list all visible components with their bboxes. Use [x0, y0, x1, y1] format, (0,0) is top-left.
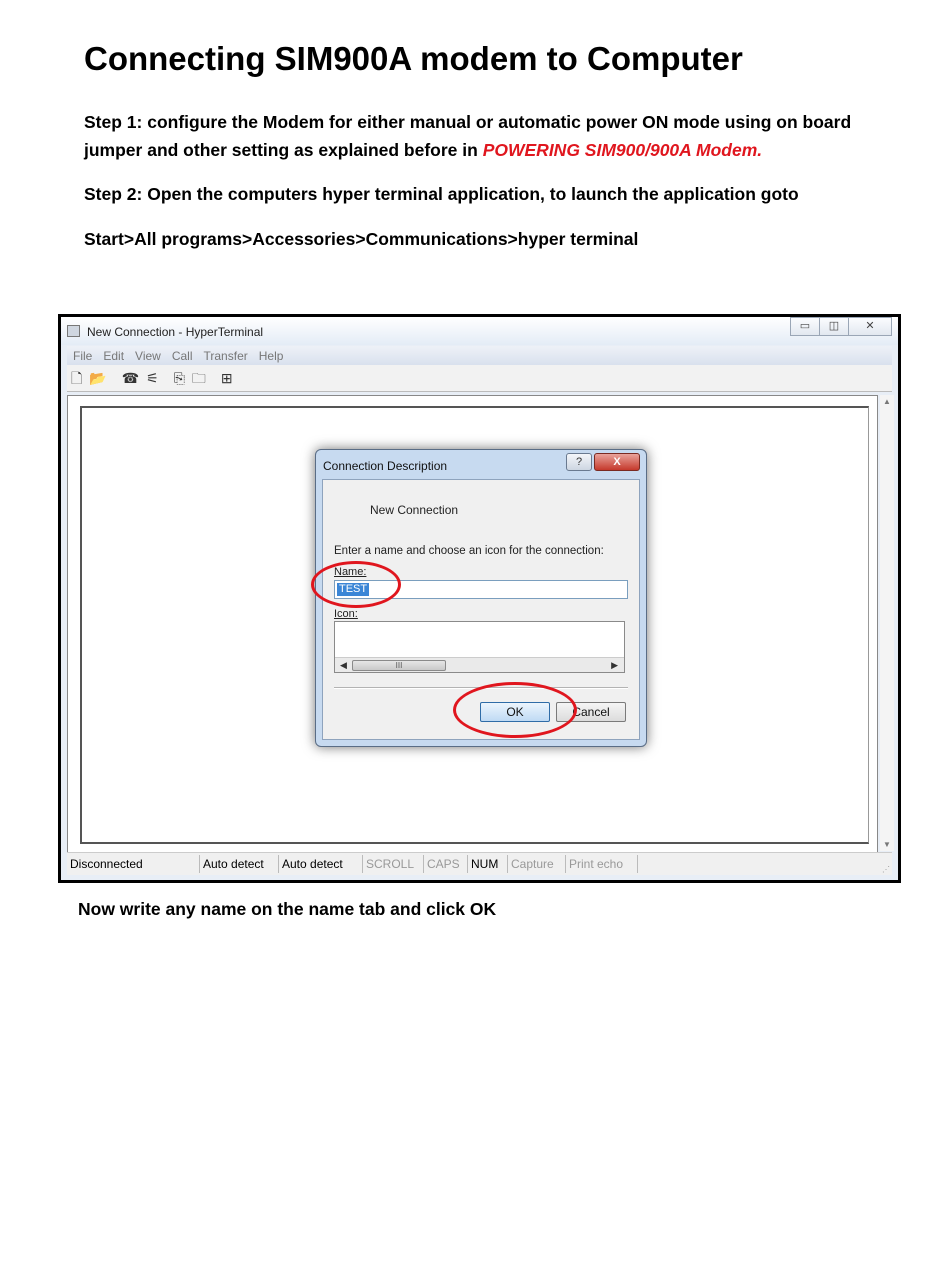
status-scroll: SCROLL [363, 855, 424, 873]
dialog-body [322, 479, 640, 740]
menu-edit[interactable]: Edit [103, 348, 125, 363]
dialog-close-button[interactable]: X [594, 453, 640, 471]
send-icon[interactable]: ⎘ [173, 370, 185, 386]
icon-list-scrollbar[interactable] [335, 657, 624, 672]
caption-text: Now write any name on the name tab and click OK [78, 899, 497, 919]
dialog-separator [334, 687, 628, 689]
scroll-down-icon[interactable]: ▼ [883, 840, 891, 849]
document-title: Connecting SIM900A modem to Computer [84, 40, 743, 77]
scroll-left-icon[interactable]: ◀ [340, 660, 347, 670]
step1-text-line2: jumper and other setting as explained before in [84, 140, 483, 160]
new-document-icon[interactable]: 🗋 [71, 370, 83, 386]
window-title: New Connection - HyperTerminal [87, 325, 264, 339]
icon-label: Icon: [334, 608, 358, 620]
scroll-right-icon[interactable]: ▶ [611, 660, 618, 670]
minimize-button[interactable]: ▭ [790, 317, 820, 336]
name-input[interactable] [334, 580, 628, 599]
toolbar [67, 365, 892, 392]
close-button[interactable]: ✕ [848, 317, 892, 336]
status-num: NUM [468, 855, 508, 873]
cancel-button[interactable]: Cancel [556, 702, 626, 722]
phone-disconnect-icon[interactable]: ⚟ [146, 370, 159, 386]
maximize-button[interactable]: ◫ [819, 317, 849, 336]
ok-button[interactable]: OK [480, 702, 550, 722]
hyperterminal-app-icon [67, 325, 80, 337]
menu-help[interactable]: Help [258, 348, 284, 363]
step1-paragraph [84, 108, 851, 164]
open-folder-icon[interactable]: 📂 [89, 370, 107, 386]
step2-paragraph: Step 2: Open the computers hyper terminal application, to launch the application goto [84, 184, 799, 204]
start-menu-path: Start>All programs>Accessories>Communications>hyper terminal [84, 229, 639, 249]
dialog-prompt: Enter a name and choose an icon for the connection: [334, 545, 604, 557]
icon-list[interactable] [334, 621, 625, 673]
connection-description-dialog [315, 449, 647, 747]
dialog-heading: New Connection [370, 503, 459, 517]
dialog-title: Connection Description [323, 459, 448, 473]
scroll-thumb[interactable]: III [352, 660, 446, 671]
phone-call-icon[interactable]: ☎ [121, 370, 140, 386]
window-controls [791, 317, 892, 336]
status-connection: Disconnected [67, 855, 200, 873]
status-detect-1: Auto detect [200, 855, 279, 873]
properties-icon[interactable]: ⊞ [220, 370, 233, 386]
name-input-value: TEST [339, 583, 368, 595]
status-detect-2: Auto detect [279, 855, 363, 873]
receive-icon[interactable]: 🗀 [191, 370, 206, 386]
step1-text: Step 1: configure the Modem for either manual or automatic power ON mode using on board [84, 112, 852, 132]
resize-grip-icon[interactable]: ⋰ [882, 865, 890, 874]
powering-reference-link[interactable]: POWERING SIM900/900A Modem. [482, 140, 763, 160]
menu-call[interactable]: Call [171, 348, 193, 363]
status-print-echo: Print echo [566, 855, 638, 873]
vertical-scrollbar[interactable] [880, 395, 894, 851]
menu-bar [67, 346, 892, 365]
status-caps: CAPS [424, 855, 468, 873]
menu-transfer[interactable]: Transfer [203, 348, 248, 363]
menu-file[interactable]: File [73, 348, 93, 363]
window-titlebar[interactable] [61, 317, 898, 345]
status-capture: Capture [508, 855, 566, 873]
hyperterminal-screenshot [58, 314, 901, 883]
name-label: Name: [334, 566, 367, 578]
dialog-help-button[interactable]: ? [566, 453, 592, 471]
menu-view[interactable]: View [135, 348, 161, 363]
status-bar [67, 852, 892, 875]
scroll-up-icon[interactable]: ▲ [883, 397, 891, 406]
